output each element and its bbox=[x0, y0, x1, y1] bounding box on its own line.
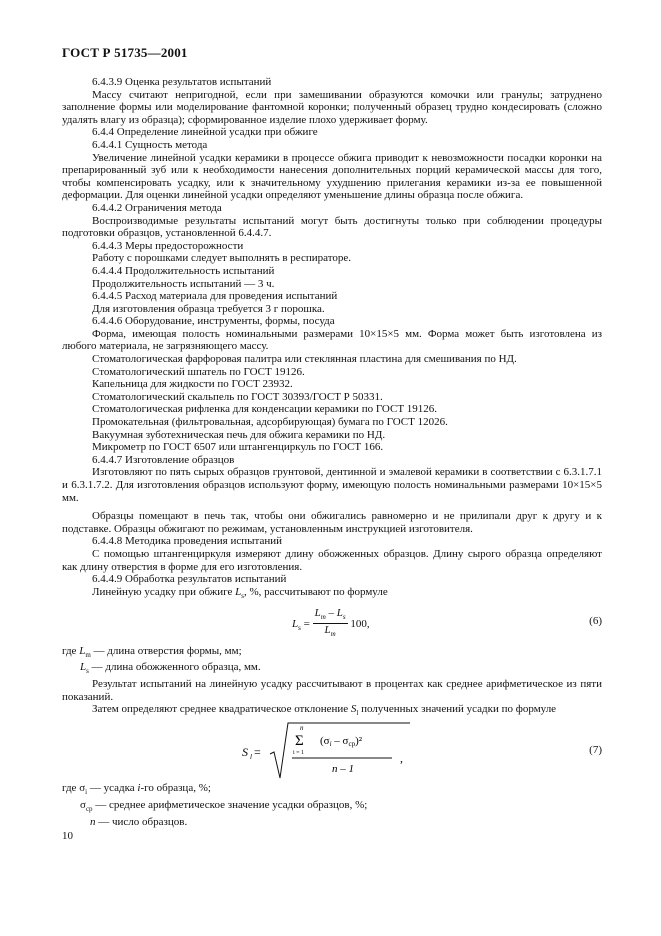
symbol: L bbox=[79, 644, 86, 657]
formula-6 bbox=[62, 603, 602, 645]
section-heading: 6.4.4.1 Сущность метода bbox=[92, 138, 208, 151]
text: — число образцов. bbox=[95, 815, 188, 828]
section-heading: 6.4.4.6 Оборудование, инструменты, формы, посуда bbox=[92, 315, 335, 328]
section-heading: 6.4.4.5 Расход материала для проведения испытаний bbox=[92, 290, 338, 303]
subscript: s bbox=[298, 623, 301, 632]
text: где bbox=[62, 644, 80, 657]
symbol: L bbox=[80, 661, 87, 674]
comma: , bbox=[400, 751, 403, 766]
numerator bbox=[313, 607, 348, 625]
paragraph: С помощью штангенциркуля измеряют длину обожженных образцов. Длину сырого образца определяют как длину отверстия в форме для его изготовления. bbox=[62, 547, 602, 573]
paragraph bbox=[62, 703, 602, 720]
symbol: L bbox=[235, 585, 242, 598]
paragraph: Увеличение линейной усадки керамики в процессе обжига приводит к невозможности посадки коронки на препарированный зуб или к необходимости нанесения дополнительных порций керамической массы для того, чтобы компенсировать усадку, или к значительному ухудшению прилегания керамики из-за ее повышенной деформации. Для оценки линейной усадки определяют уменьшение длины образца после обжига. bbox=[62, 151, 602, 202]
equipment-item: Стоматологический скальпель по ГОСТ 30393/ГОСТ Р 50331. bbox=[92, 390, 383, 403]
document-header: ГОСТ Р 51735—2001 bbox=[62, 45, 188, 60]
paragraph: Воспроизводимые результаты испытаний могут быть достигнуты только при соблюдении процедуры подготовки образцов, установленной 6.4.4.7. bbox=[62, 214, 602, 240]
equipment-item: Стоматологический шпатель по ГОСТ 19126. bbox=[92, 365, 305, 378]
subscript: s bbox=[86, 667, 89, 676]
sum-lower-limit: i = 1 bbox=[293, 750, 305, 757]
symbol: σ bbox=[80, 798, 86, 811]
formula-7 bbox=[62, 720, 602, 782]
text: — длина обожженного образца, мм. bbox=[88, 661, 261, 674]
subscript: s bbox=[241, 591, 244, 600]
formula-lhs: L bbox=[292, 617, 299, 630]
equipment-item: Промокательная (фильтровальная, адсорбирующая) бумага по ГОСТ 12026. bbox=[92, 416, 448, 429]
subscript: s bbox=[342, 612, 346, 621]
symbol: n bbox=[90, 815, 96, 828]
definition-line bbox=[62, 799, 602, 816]
section-heading: 6.4.4.2 Ограничения метода bbox=[92, 201, 222, 214]
definition-line bbox=[62, 816, 602, 829]
section-heading: 6.4.4.4 Продолжительность испытаний bbox=[92, 264, 275, 277]
symbol: L bbox=[324, 624, 331, 637]
symbol: i bbox=[137, 782, 141, 795]
equals-sign: = bbox=[254, 745, 261, 760]
paragraph bbox=[62, 586, 602, 603]
definition-line bbox=[62, 782, 602, 799]
denominator: n – 1 bbox=[332, 763, 354, 776]
paragraph: Форма, имеющая полость номинальными размерами 10×15×5 мм. Форма может быть изготовлена из любого материала, не загрязняющего массу. bbox=[62, 327, 602, 353]
subscript: i bbox=[85, 788, 88, 797]
symbol: L bbox=[314, 606, 321, 619]
paragraph: Образцы помещают в печь так, чтобы они обжигались равномерно и не прилипали друг к другу и к подставке. Образцы обжигают по режимам, установленным инструкцией изготовителя. bbox=[62, 510, 602, 535]
sum-sign: Σ bbox=[295, 733, 304, 750]
page-number: 10 bbox=[62, 830, 73, 842]
subscript: m bbox=[320, 612, 326, 621]
paragraph: Изготовляют по пять сырых образцов грунтовой, дентинной и эмалевой керамики в соответствии с 6.3.1.7.1 и 6.3.1.7.2. Для изготовления образцов используют форму, имеющую полость номинальными размерами 10×15×5 мм. bbox=[62, 466, 602, 504]
paragraph: Для изготовления образца требуется 3 г порошка. bbox=[92, 302, 325, 315]
text: Линейную усадку при обжиге bbox=[92, 585, 236, 598]
definition-line bbox=[62, 645, 602, 662]
formula-7-expression bbox=[242, 720, 412, 782]
text: где σ bbox=[62, 782, 86, 795]
text: Затем определяют среднее квадратическое отклонение bbox=[92, 703, 351, 716]
section-heading: 6.4.4.7 Изготовление образцов bbox=[92, 453, 235, 466]
equipment-item: Вакуумная зуботехническая печь для обжига керамики по НД. bbox=[92, 428, 386, 441]
subscript: l bbox=[356, 709, 359, 718]
text: — усадка bbox=[87, 782, 138, 795]
symbol: S bbox=[350, 703, 357, 716]
subscript: m bbox=[330, 630, 336, 639]
equipment-item: Микрометр по ГОСТ 6507 или штангенциркуль по ГОСТ 166. bbox=[92, 441, 384, 454]
subscript: l bbox=[250, 753, 252, 762]
text: — среднее арифметическое значение усадки образцов, %; bbox=[92, 798, 368, 811]
text: -го образца, %; bbox=[140, 782, 211, 795]
paragraph: Массу считают непригодной, если при замешивании образуются комочки или гранулы; затрудненo заполнение формы или моделирование фантомной коронки; полученный образец трудно кондесировать (сложно удалять влагу из образца); сформированное изделие плохо удерживает форму. bbox=[62, 88, 602, 126]
equipment-item: Стоматологическая рифленка для конденсации керамики по ГОСТ 19126. bbox=[92, 403, 438, 416]
text: полученных значений усадки по формуле bbox=[358, 703, 557, 716]
definition-line bbox=[62, 661, 602, 678]
symbol: – L bbox=[325, 606, 343, 619]
fraction bbox=[313, 607, 348, 642]
equipment-item: Капельница для жидкости по ГОСТ 23932. bbox=[92, 378, 293, 391]
formula-number: (7) bbox=[589, 744, 602, 757]
section-heading: 6.4.4.9 Обработка результатов испытаний bbox=[92, 573, 287, 586]
sum-upper-limit: n bbox=[300, 724, 304, 733]
formula-6-expression bbox=[292, 607, 370, 642]
formula-number: (6) bbox=[589, 614, 602, 627]
paragraph: Работу с порошками следует выполнять в респираторе. bbox=[92, 252, 351, 265]
paragraph: Продолжительность испытаний — 3 ч. bbox=[92, 277, 275, 290]
equipment-item: Стоматологическая фарфоровая палитра или стеклянная пластина для смешивания по НД. bbox=[92, 353, 517, 366]
paragraph: Результат испытаний на линейную усадку рассчитывают в процентах как среднее арифметическое из пяти показаний. bbox=[62, 678, 602, 703]
subscript: ср bbox=[85, 805, 93, 814]
formula-lhs: S bbox=[242, 745, 248, 760]
section-heading: 6.4.4 Определение линейной усадки при обжиге bbox=[92, 126, 318, 139]
denominator bbox=[323, 624, 338, 641]
section-heading: 6.4.3.9 Оценка результатов испытаний bbox=[92, 76, 272, 88]
page-content bbox=[62, 76, 602, 828]
section-heading: 6.4.4.8 Методика проведения испытаний bbox=[92, 535, 283, 548]
sum-term: (σi – σср)² bbox=[320, 735, 363, 749]
text: — длина отверстия формы, мм; bbox=[90, 644, 242, 657]
subscript: m bbox=[85, 650, 91, 659]
equals-sign: = bbox=[303, 617, 310, 630]
multiplier: 100, bbox=[350, 617, 370, 630]
section-heading: 6.4.4.3 Меры предосторожности bbox=[92, 239, 244, 252]
text: , %, рассчитывают по формуле bbox=[243, 585, 388, 598]
